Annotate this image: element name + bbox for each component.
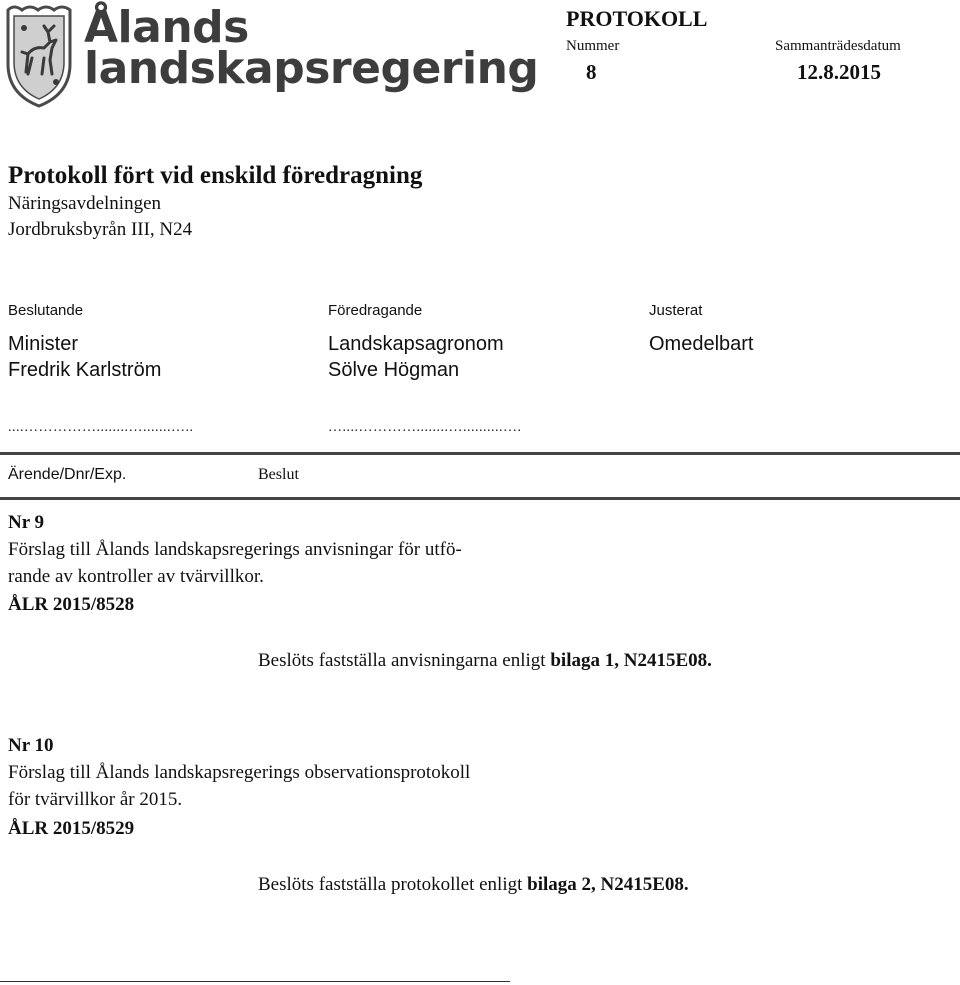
item-10-decision [258, 874, 689, 896]
foredragande-label: Föredragande [328, 302, 423, 319]
item-9-decision-attachment: bilaga 1, N2415E08. [550, 650, 712, 671]
coat-of-arms-icon [4, 2, 76, 108]
nummer-value: 8 [586, 60, 597, 84]
divider-bottom [0, 497, 960, 500]
item-10-dnr: ÅLR 2015/8529 [8, 818, 135, 839]
beslutande-name: Fredrik Karlström [8, 359, 162, 381]
item-9-decision [258, 650, 712, 672]
foredragande-name: Sölve Högman [328, 359, 460, 381]
nummer-label: Nummer [566, 38, 620, 54]
item-10-decision-attachment: bilaga 2, N2415E08. [527, 874, 689, 895]
item-9-number: Nr 9 [8, 512, 45, 533]
divider-top [0, 452, 960, 455]
justerat-label: Justerat [649, 302, 703, 319]
item-10-text-line1: Förslag till Ålands landskapsregerings observationsprotokoll [8, 762, 471, 783]
item-9-dnr: ÅLR 2015/8528 [8, 594, 135, 615]
logo-wordmark-line2: landskapsregering [84, 43, 539, 94]
item-9-text-line2: rande av kontroller av tvärvillkor. [8, 566, 264, 587]
protocol-heading: PROTOKOLL [566, 6, 708, 31]
datum-label: Sammanträdesdatum [775, 38, 901, 54]
item-10-text-line2: för tvärvillkor år 2015. [8, 789, 183, 810]
signature-line-right: …....…………........…..........…. [328, 420, 522, 435]
footer-rule [0, 981, 510, 982]
signature-line-left: ....……………........….......….. [8, 420, 194, 435]
beslut-column-label: Beslut [258, 466, 299, 483]
unit: Jordbruksbyrån III, N24 [8, 219, 193, 240]
item-10-decision-text: Beslöts fastställa protokollet enligt [258, 874, 528, 895]
beslutande-label: Beslutande [8, 302, 84, 319]
item-10-number: Nr 10 [8, 735, 54, 756]
justerat-value: Omedelbart [649, 333, 754, 355]
beslutande-title: Minister [8, 333, 79, 355]
arende-column-label: Ärende/Dnr/Exp. [8, 466, 127, 483]
item-9-decision-text: Beslöts fastställa anvisningarna enligt [258, 650, 551, 671]
logo-wordmark-line1: Ålands [84, 2, 249, 53]
datum-value: 12.8.2015 [797, 60, 881, 84]
foredragande-title: Landskapsagronom [328, 333, 504, 355]
page-title: Protokoll fört vid enskild föredragning [8, 162, 423, 189]
department: Näringsavdelningen [8, 193, 162, 214]
aland-logo [4, 2, 539, 110]
item-9-text-line1: Förslag till Ålands landskapsregerings anvisningar för utfö- [8, 539, 462, 560]
